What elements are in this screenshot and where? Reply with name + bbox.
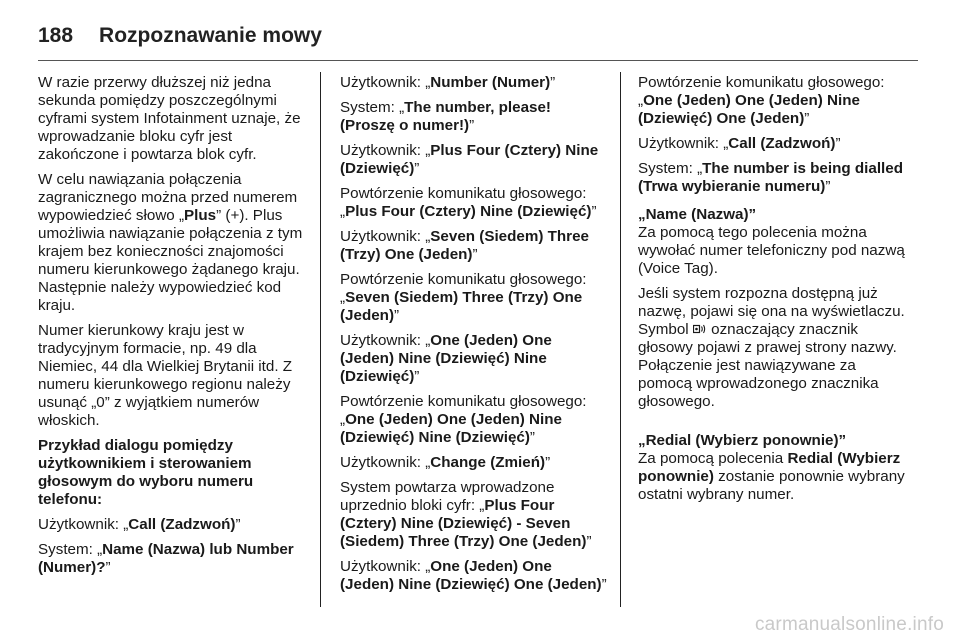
dialog-line: Użytkownik: „Number (Numer)” [340,74,556,91]
paragraph: Za pomocą polecenia Redial (Wybierz ponownie) zostanie ponownie wybrany ostatni wybrany numer. [638,450,905,503]
dialog-line: Użytkownik: „One (Jeden) One (Jeden) Nine (Dziewięć) Nine (Dziewięć)” [340,332,552,385]
column-divider [320,72,321,607]
header-rule [38,60,918,61]
page-header [38,14,918,58]
dialog-line: Powtórzenie komunikatu głosowego: „One (Jeden) One (Jeden) Nine (Dziewięć) Nine (Dziewięć)” [340,393,587,446]
section-heading: Przykład dialogu pomiędzy użytkownikiem i sterowaniem głosowym do wyboru numeru telefonu: [38,437,254,508]
page-title: Rozpoznawanie mowy [99,24,322,47]
spacer [638,418,906,432]
column-divider [620,72,621,607]
page-number: 188 [38,24,74,47]
dialog-line: System powtarza wprowadzone uprzednio bloki cyfr: „Plus Four (Cztery) Nine (Dziewięć) - Seven (Siedem) Three (Trzy) One (Jeden)” [340,479,592,550]
dialog-line: Użytkownik: „One (Jeden) One (Jeden) Nine (Dziewięć) One (Jeden)” [340,558,607,593]
dialog-line: Użytkownik: „Seven (Siedem) Three (Trzy) One (Jeden)” [340,228,589,263]
column-1 [38,74,306,584]
paragraph: W celu nawiązania połączenia zagranicznego można przed numerem wypowiedzieć słowo „Plus” (+). Plus umożliwia nawiązanie połączenia z tym krajem bez konieczności znajomości numeru kierunkowego żądanego kraju. Następnie należy wypowiedzieć kod kraju. [38,171,303,314]
paragraph: Jeśli system rozpozna dostępną już nazwę, pojawi się ona na wyświetlaczu. Symbol oznaczający znacznik głosowy pojawi z prawej strony nazwy. Połączenie jest nawiązywane za pomocą wprowadzonego znacznika głosowego. [638,285,905,410]
paragraph: Za pomocą tego polecenia można wywołać numer telefoniczny pod nazwą (Voice Tag). [638,224,905,277]
column-2 [340,74,608,601]
subheading-name: „Name (Nazwa)” [638,206,757,223]
column-3 [638,74,906,511]
paragraph: W razie przerwy dłuższej niż jedna sekunda pomiędzy poszczególnymi cyframi system Infotainment uznaje, że wprowadzanie bloku cyfr jest zakończone i powtarza blok cyfr. [38,74,301,163]
subheading-redial: „Redial (Wybierz ponownie)” [638,432,847,449]
dialog-line: System: „The number is being dialled (Trwa wybieranie numeru)” [638,160,903,195]
dialog-line: System: „The number, please! (Proszę o numer!)” [340,99,551,134]
voice-tag-icon [693,323,707,335]
dialog-line: Powtórzenie komunikatu głosowego: „Seven (Siedem) Three (Trzy) One (Jeden)” [340,271,587,324]
dialog-line: Użytkownik: „Call (Zadzwoń)” [38,516,241,533]
dialog-line: System: „Name (Nazwa) lub Number (Numer)?” [38,541,294,576]
dialog-line: Powtórzenie komunikatu głosowego: „One (Jeden) One (Jeden) Nine (Dziewięć) One (Jeden)” [638,74,885,127]
dialog-line: Użytkownik: „Change (Zmień)” [340,454,551,471]
dialog-line: Powtórzenie komunikatu głosowego: „Plus Four (Cztery) Nine (Dziewięć)” [340,185,597,220]
dialog-line: Użytkownik: „Call (Zadzwoń)” [638,135,841,152]
watermark: carmanualsonline.info [754,614,944,635]
dialog-line: Użytkownik: „Plus Four (Cztery) Nine (Dziewięć)” [340,142,599,177]
paragraph: Numer kierunkowy kraju jest w tradycyjnym formacie, np. 49 dla Niemiec, 44 dla Wielkiej Brytanii itd. Z numeru kierunkowego regionu należy usunąć „0” z wyjątkiem numerów włoskich. [38,322,293,429]
